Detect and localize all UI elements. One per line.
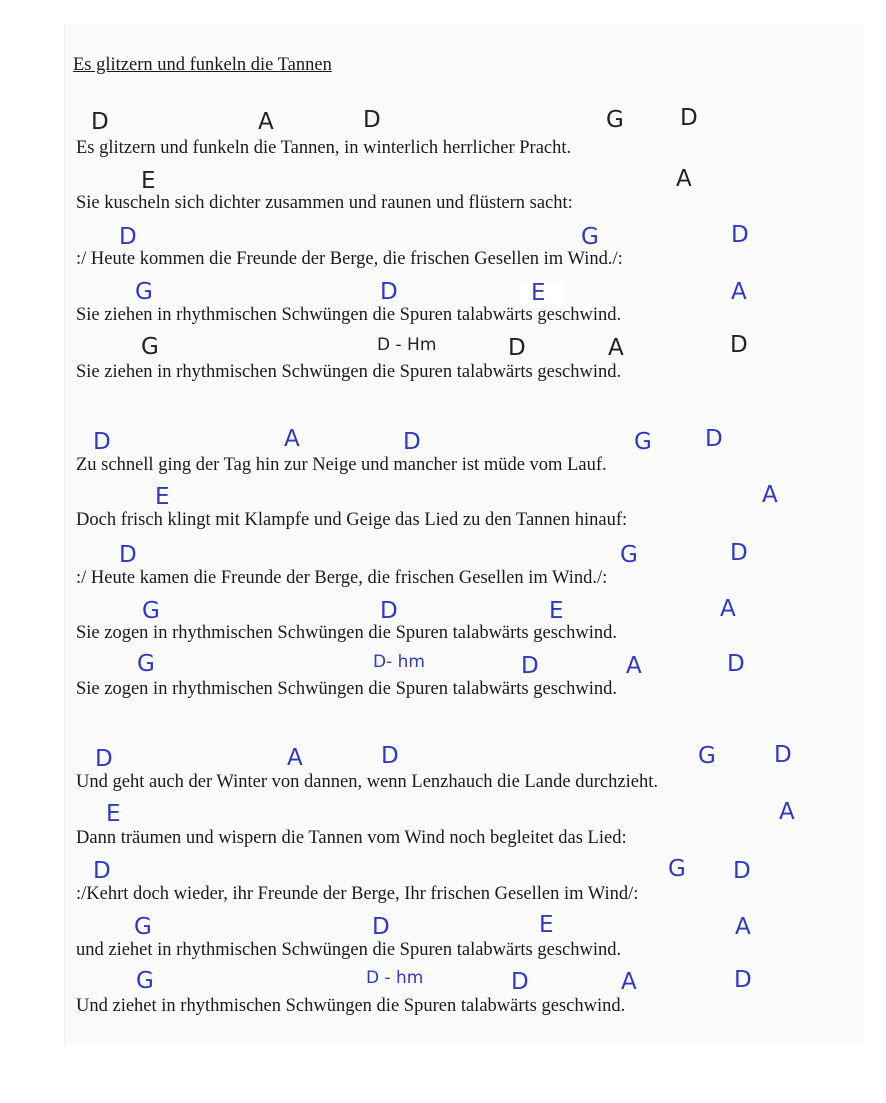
chord: A <box>284 426 300 452</box>
chord: D - Hm <box>377 335 437 355</box>
chord: A <box>735 914 751 940</box>
chord: D <box>774 742 792 768</box>
chord: D <box>91 109 109 135</box>
lyric-line: Sie zogen in rhythmischen Schwüngen die Spuren talabwärts geschwind. <box>76 623 618 643</box>
chord: G <box>136 968 154 994</box>
chord: D <box>731 222 749 248</box>
lyric-line: Sie ziehen in rhythmischen Schwüngen die Spuren talabwärts geschwind. <box>76 362 622 382</box>
chord: D <box>733 858 751 884</box>
chord: A <box>258 109 274 135</box>
chord: E <box>531 280 546 306</box>
chord: D <box>680 105 698 131</box>
chord: E <box>155 484 170 510</box>
lyric-line: Sie ziehen in rhythmischen Schwüngen die Spuren talabwärts geschwind. <box>76 305 622 325</box>
chord: D <box>380 598 398 624</box>
chord: D <box>380 279 398 305</box>
chord: D <box>730 332 748 358</box>
chord: D <box>727 651 745 677</box>
chord: D - hm <box>366 968 424 988</box>
lyric-line: Sie kuscheln sich dichter zusammen und raunen und flüstern sacht: <box>76 193 573 213</box>
chord: G <box>135 279 153 305</box>
chord: G <box>142 598 160 624</box>
chord: E <box>141 168 156 194</box>
lyric-line: Sie zogen in rhythmischen Schwüngen die Spuren talabwärts geschwind. <box>76 679 618 699</box>
lyric-line: Es glitzern und funkeln die Tannen, in winterlich herrlicher Pracht. <box>76 138 572 158</box>
chord: A <box>676 166 692 192</box>
lyric-line: :/Kehrt doch wieder, ihr Freunde der Berge, Ihr frischen Gesellen im Wind/: <box>76 884 639 904</box>
chord: A <box>608 335 624 361</box>
chord: D <box>403 429 421 455</box>
chord: G <box>606 107 624 133</box>
chord: D- hm <box>373 652 425 672</box>
chord: D <box>93 858 111 884</box>
lyric-line: Doch frisch klingt mit Klampfe und Geige das Lied zu den Tannen hinauf: <box>76 510 628 530</box>
chord: A <box>287 745 303 771</box>
chord: D <box>521 653 539 679</box>
chord: D <box>119 224 137 250</box>
chord: D <box>381 743 399 769</box>
chord: G <box>634 429 652 455</box>
chord: G <box>141 334 159 360</box>
chord: D <box>511 969 529 995</box>
lyric-line: Und geht auch der Winter von dannen, wenn Lenzhauch die Lande durchzieht. <box>76 772 658 792</box>
chord: D <box>95 746 113 772</box>
chord: D <box>705 426 723 452</box>
chord: A <box>626 653 642 679</box>
song-title: Es glitzern und funkeln die Tannen <box>73 55 332 75</box>
chord: E <box>106 801 121 827</box>
chord: A <box>720 596 736 622</box>
lyric-line: :/ Heute kommen die Freunde der Berge, die frischen Gesellen im Wind./: <box>76 249 623 269</box>
chord: E <box>539 912 554 938</box>
lyric-line: Zu schnell ging der Tag hin zur Neige und mancher ist müde vom Lauf. <box>76 455 607 475</box>
chord: G <box>134 914 152 940</box>
chord: D <box>730 540 748 566</box>
chord: A <box>731 279 747 305</box>
lyric-line: Dann träumen und wispern die Tannen vom Wind noch begleitet das Lied: <box>76 828 627 848</box>
chord: A <box>621 969 637 995</box>
lyric-line: und ziehet in rhythmischen Schwüngen die Spuren talabwärts geschwind. <box>76 940 622 960</box>
chord: G <box>698 743 716 769</box>
chord: G <box>581 224 599 250</box>
chord: A <box>779 799 795 825</box>
chord: G <box>137 651 155 677</box>
chord: D <box>508 335 526 361</box>
lyric-line: Und ziehet in rhythmischen Schwüngen die Spuren talabwärts geschwind. <box>76 996 626 1016</box>
chord: D <box>93 429 111 455</box>
chord: G <box>668 856 686 882</box>
chord: E <box>549 598 564 624</box>
chord: A <box>762 482 778 508</box>
lyric-line: :/ Heute kamen die Freunde der Berge, die frischen Gesellen im Wind./: <box>76 568 608 588</box>
chord: D <box>734 967 752 993</box>
chord: D <box>372 914 390 940</box>
chord: G <box>620 542 638 568</box>
chord: D <box>119 542 137 568</box>
chord: D <box>363 107 381 133</box>
